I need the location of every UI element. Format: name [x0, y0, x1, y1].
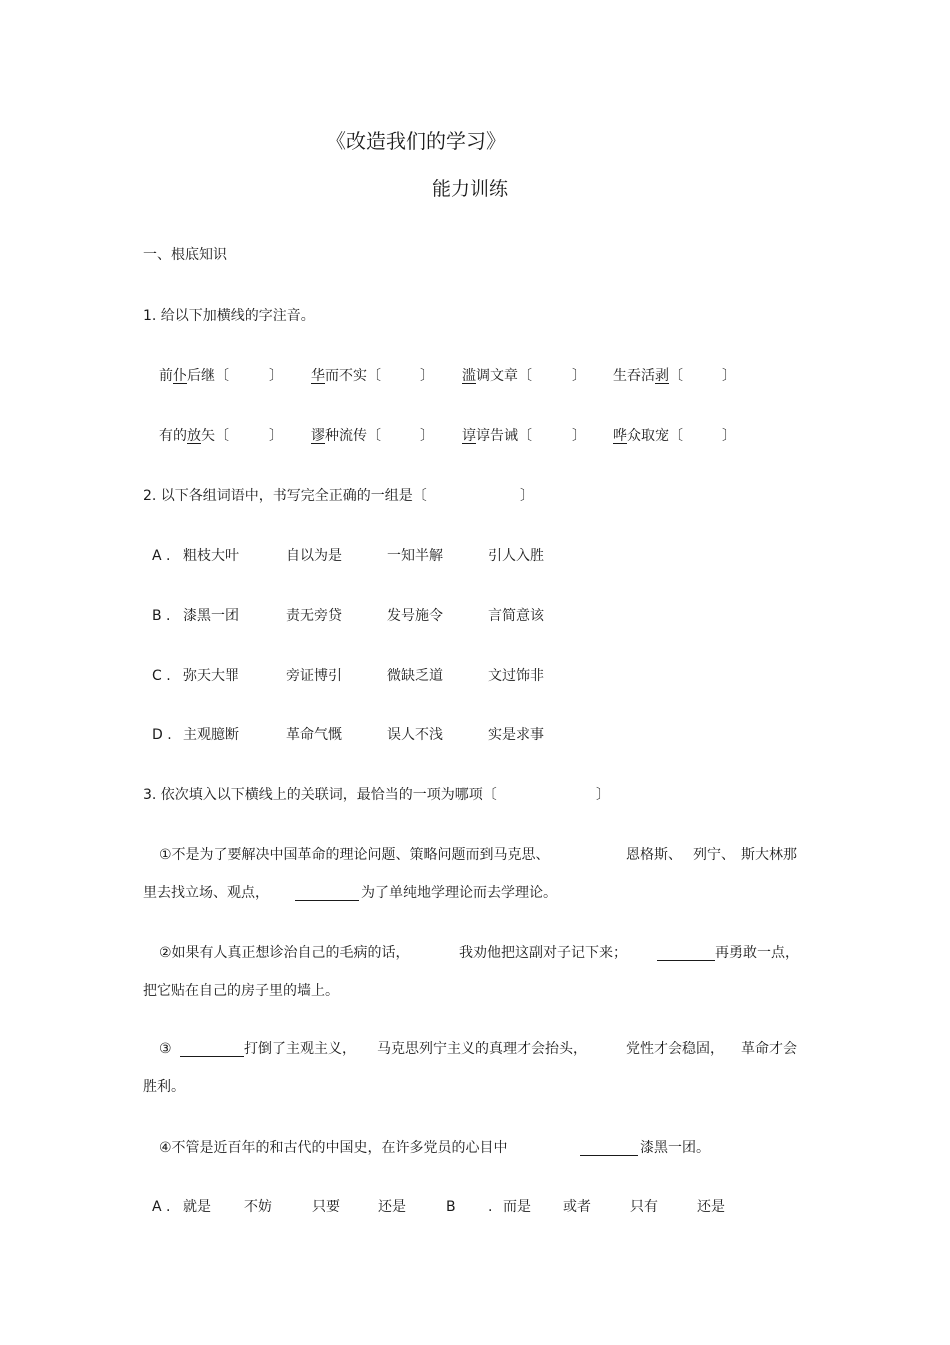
q3-option-a-word: 只要 [312, 1199, 340, 1215]
q3-option-a-word: 还是 [378, 1199, 406, 1215]
q2-option-d-word: 误人不浅 [387, 727, 443, 743]
q3-sentence-3-part: 马克思列宁主义的真理才会抬头， [377, 1041, 587, 1057]
q2-option-b-label: B . [152, 608, 171, 624]
q1-item-4-close: 〕 [722, 368, 736, 384]
q1-item-2-close: 〕 [420, 368, 434, 384]
q2-option-b-word: 漆黑一团 [183, 608, 239, 624]
q3-option-b-label: B [446, 1199, 456, 1215]
q3-option-b-word: 而是 [503, 1199, 531, 1215]
q2-option-d-word: 革命气慨 [286, 727, 342, 743]
q1-item-1: 前仆后继〔 [159, 368, 229, 384]
q3-sentence-3-marker: ③ [159, 1041, 172, 1057]
q2-option-a-word: 自以为是 [286, 548, 342, 564]
q3-sentence-1-part: 列宁、 [693, 847, 735, 863]
q3-sentence-1-line2-end: 为了单纯地学理论而去学理论。 [361, 885, 557, 901]
question-2-close: 〕 [520, 488, 534, 504]
fill-blank [180, 1042, 244, 1057]
q2-option-c-label: C . [152, 668, 171, 684]
q2-option-a-word: 粗枝大叶 [183, 548, 239, 564]
q2-option-c-word: 弥天大罪 [183, 668, 239, 684]
q3-sentence-3-part: 革命才会 [741, 1041, 797, 1057]
q3-sentence-3-part: 党性才会稳固， [626, 1041, 724, 1057]
q3-option-a-word: 不妨 [244, 1199, 272, 1215]
q2-option-b-word: 言简意该 [488, 608, 544, 624]
q3-option-b-word: 或者 [563, 1199, 591, 1215]
q1-item-5: 有的放矢〔 [159, 428, 229, 444]
q3-option-b-word: 只有 [630, 1199, 658, 1215]
q2-option-a-word: 一知半解 [387, 548, 443, 564]
q3-option-b-dot: . [488, 1199, 493, 1215]
question-3-close: 〕 [596, 787, 610, 803]
q1-item-3-close: 〕 [572, 368, 586, 384]
question-1-stem: 1. 给以下加横线的字注音。 [143, 308, 315, 324]
fill-blank [657, 946, 715, 961]
q1-item-6-close: 〕 [420, 428, 434, 444]
q2-option-d-label: D . [152, 727, 172, 743]
question-3-stem: 3. 依次填入以下横线上的关联词，最恰当的一项为哪项〔 [143, 787, 497, 803]
q2-option-d-word: 主观臆断 [183, 727, 239, 743]
q1-item-7-close: 〕 [572, 428, 586, 444]
q3-sentence-1-blank [295, 886, 359, 904]
q3-sentence-2-line2: 把它贴在自己的房子里的墙上。 [143, 983, 339, 999]
q2-option-a-label: A . [152, 548, 171, 564]
q3-sentence-2-blank [657, 946, 715, 964]
q3-sentence-4-blank [580, 1141, 638, 1159]
q3-sentence-4: ④不管是近百年的和古代的中国史，在许多党员的心目中 [159, 1140, 508, 1156]
q3-option-a-label: A . [152, 1199, 171, 1215]
q1-item-3: 滥调文章〔 [462, 368, 532, 384]
q2-option-d-word: 实是求事 [488, 727, 544, 743]
q3-sentence-2: ②如果有人真正想诊治自己的毛病的话， [159, 945, 410, 961]
q3-sentence-3-part: 打倒了主观主义， [244, 1041, 356, 1057]
q3-sentence-3-blank [180, 1042, 244, 1060]
q1-item-7: 谆谆告诫〔 [462, 428, 532, 444]
q1-item-5-close: 〕 [269, 428, 283, 444]
q3-sentence-1: ①不是为了要解决中国革命的理论问题、策略问题而到马克思、 [159, 847, 550, 863]
q3-sentence-4-end: 漆黑一团。 [640, 1140, 710, 1156]
q3-sentence-2-part: 我劝他把这副对子记下来； [459, 945, 627, 961]
doc-title: 《改造我们的学习》 [326, 129, 506, 153]
fill-blank [295, 886, 359, 901]
q1-item-8: 哗众取宠〔 [613, 428, 683, 444]
q2-option-a-word: 引人入胜 [488, 548, 544, 564]
question-2-stem: 2. 以下各组词语中，书写完全正确的一组是〔 [143, 488, 427, 504]
q1-item-6: 谬种流传〔 [311, 428, 381, 444]
q1-item-1-close: 〕 [269, 368, 283, 384]
q1-item-8-close: 〕 [722, 428, 736, 444]
q3-sentence-1-part: 斯大林那 [741, 847, 797, 863]
q3-sentence-3-line2: 胜利。 [143, 1079, 185, 1095]
q2-option-b-word: 发号施令 [387, 608, 443, 624]
q2-option-c-word: 旁证博引 [286, 668, 342, 684]
q3-sentence-1-part: 恩格斯、 [626, 847, 682, 863]
q2-option-b-word: 责无旁贷 [286, 608, 342, 624]
doc-subtitle: 能力训练 [432, 178, 509, 200]
section-heading: 一、根底知识 [143, 247, 227, 263]
q3-option-a-word: 就是 [183, 1199, 211, 1215]
q3-sentence-2-part: 再勇敢一点， [715, 945, 799, 961]
q3-option-b-word: 还是 [697, 1199, 725, 1215]
q1-item-4: 生吞活剥〔 [613, 368, 683, 384]
q1-item-2: 华而不实〔 [311, 368, 381, 384]
q2-option-c-word: 微缺乏道 [387, 668, 443, 684]
q2-option-c-word: 文过饰非 [488, 668, 544, 684]
fill-blank [580, 1141, 638, 1156]
q3-sentence-1-line2: 里去找立场、观点， [143, 885, 269, 901]
